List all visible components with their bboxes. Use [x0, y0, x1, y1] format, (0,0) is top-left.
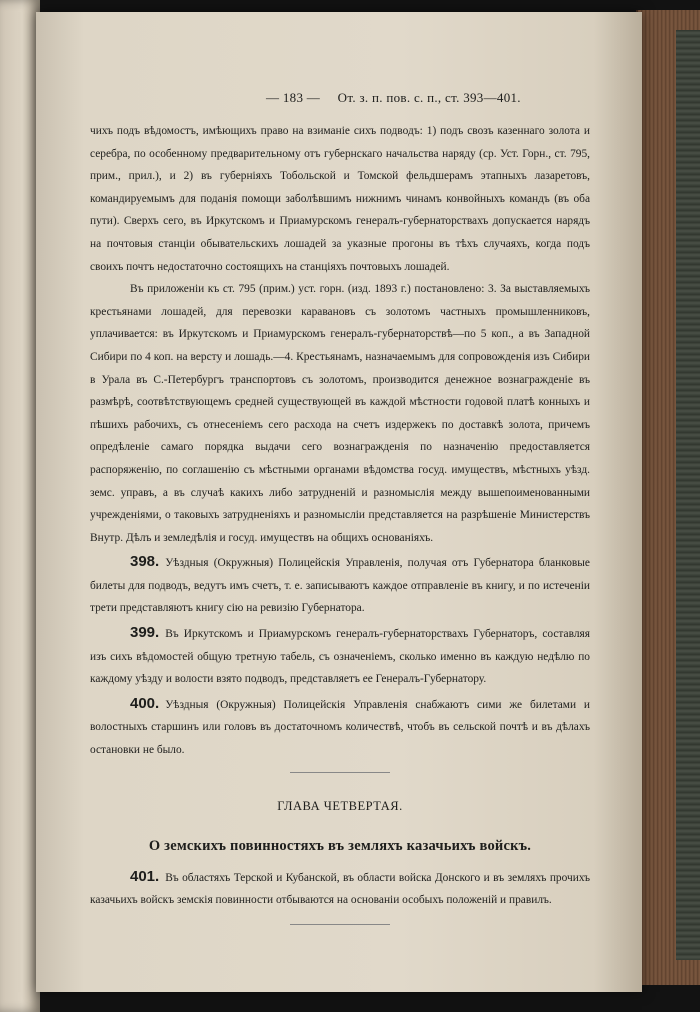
end-divider	[290, 924, 390, 925]
page-number: — 183 —	[266, 90, 321, 105]
chapter-label: ГЛАВА ЧЕТВЕРТАЯ.	[277, 798, 403, 813]
article-401	[90, 866, 590, 912]
page-body	[90, 120, 590, 925]
article-398	[90, 551, 590, 620]
running-header	[266, 90, 586, 106]
paragraph-continuation: чихъ подъ вѣдомостъ, имѣющихъ право на взиманіе сихъ подводъ: 1) подъ свозъ казеннаго золота и серебра, по особенному предварительному отъ губернскаго начальства наряду (ср. Уст. Горн., ст. 795, прим., прил.), и 2) въ губерніяхъ Тобольской и Томской фельдшерамъ этапныхъ лазаретовъ, командируемымъ для поданія помощи заболѣвшимъ нижнимъ чинамъ конвойныхъ командъ (въ оба пути). Сверхъ сего, въ Иркутскомъ и Приамурскомъ генералъ-губернаторствахъ допускается нарядъ на почтовыя станціи обывательскихъ лошадей за указные прогоны въ тѣхъ случаяхъ, когда подъ своихъ почтъ недостаточно состоящихъ на станціяхъ почтовыхъ лошадей.	[90, 125, 590, 273]
article-text: Уѣздныя (Окружныя) Полицейскія Управленія снабжаютъ сими же билетами и волостныхъ старшинъ или головъ въ достаточномъ количествѣ, чтобъ въ сельской почтѣ и въ дѣлахъ остановки не было.	[90, 698, 590, 757]
paragraph-appendix-note: Въ приложеніи къ ст. 795 (прим.) уст. горн. (изд. 1893 г.) постановлено: 3. За выставляемыхъ крестьянами лошадей, для перевозки каравановъ съ золотомъ частныхъ промышленниковъ, уплачивается: въ Иркутскомъ и Приамурскомъ генералъ-губернаторствѣ—по 5 коп., а въ Западной Сибири по 4 коп. на версту и лошадь.—4. Крестьянамъ, назначаемымъ для сопровожденія изъ Сибири в Урала въ С.-Петербургъ транспортовъ съ золотомъ, производится денежное вознагражденіе въ размѣрѣ, соотвѣтствующемъ средней существующей въ каждой мѣстности годовой платѣ конныхъ и пѣшихъ рабочихъ, съ отнесеніемъ сего расхода на счетъ издержекъ по доставкѣ золота, причемъ опредѣленіе самаго порядка выдачи сего вознагражденія по назначенію предоставляется распоряженію, по соглашенію съ мѣстными органами вѣдомства госуд. имуществъ, мѣстныхъ уѣзд. земс. управъ, а въ случаѣ какихъ либо затрудненій и разномыслія между вышепоименованными учрежденіями, о таковыхъ затрудненіяхъ и разномысліи представляется на разрѣшеніе Министерствъ Внутр. Дѣлъ и земледѣлія и госуд. имуществъ на общихъ основаніяхъ.	[90, 283, 590, 544]
chapter-title: О земскихъ повинностяхъ въ земляхъ казачьихъ войскъ.	[148, 838, 532, 855]
article-text: Уѣздныя (Окружныя) Полицейскія Управленія, получая отъ Губернатора бланковые билеты для подводъ, ведутъ имъ счетъ, т. е. записываютъ каждое отправленіе въ книгу, и по истеченіи трети представляютъ книгу сію на ревизію Губернатора.	[90, 557, 590, 615]
book-cover-edge	[676, 30, 700, 960]
article-number: 398.	[130, 553, 160, 571]
article-number: 400.	[130, 694, 160, 712]
section-divider	[290, 772, 390, 773]
previous-page-edge	[0, 0, 40, 1012]
article-text: Въ областяхъ Терской и Кубанской, въ области войска Донского и въ земляхъ прочихъ казачьихъ войскъ земскія повинности отбываются на основаніи особыхъ положеній и правилъ.	[90, 871, 590, 907]
article-number: 399.	[130, 624, 160, 642]
article-400	[90, 693, 590, 762]
article-399	[90, 622, 590, 691]
book-page	[36, 12, 642, 992]
running-title: От. з. п. пов. с. п., ст. 393—401.	[337, 90, 521, 105]
article-text: Въ Иркутскомъ и Приамурскомъ генералъ-губернаторствахъ Губернаторъ, составляя изъ сихъ вѣдомостей общую третную табель, съ означеніемъ, сколько именно въ каждую недѣлю по каждому уѣзду и волости взято подводъ, представляетъ ее Генералъ-Губернатору.	[90, 628, 590, 686]
article-number: 401.	[130, 867, 160, 885]
